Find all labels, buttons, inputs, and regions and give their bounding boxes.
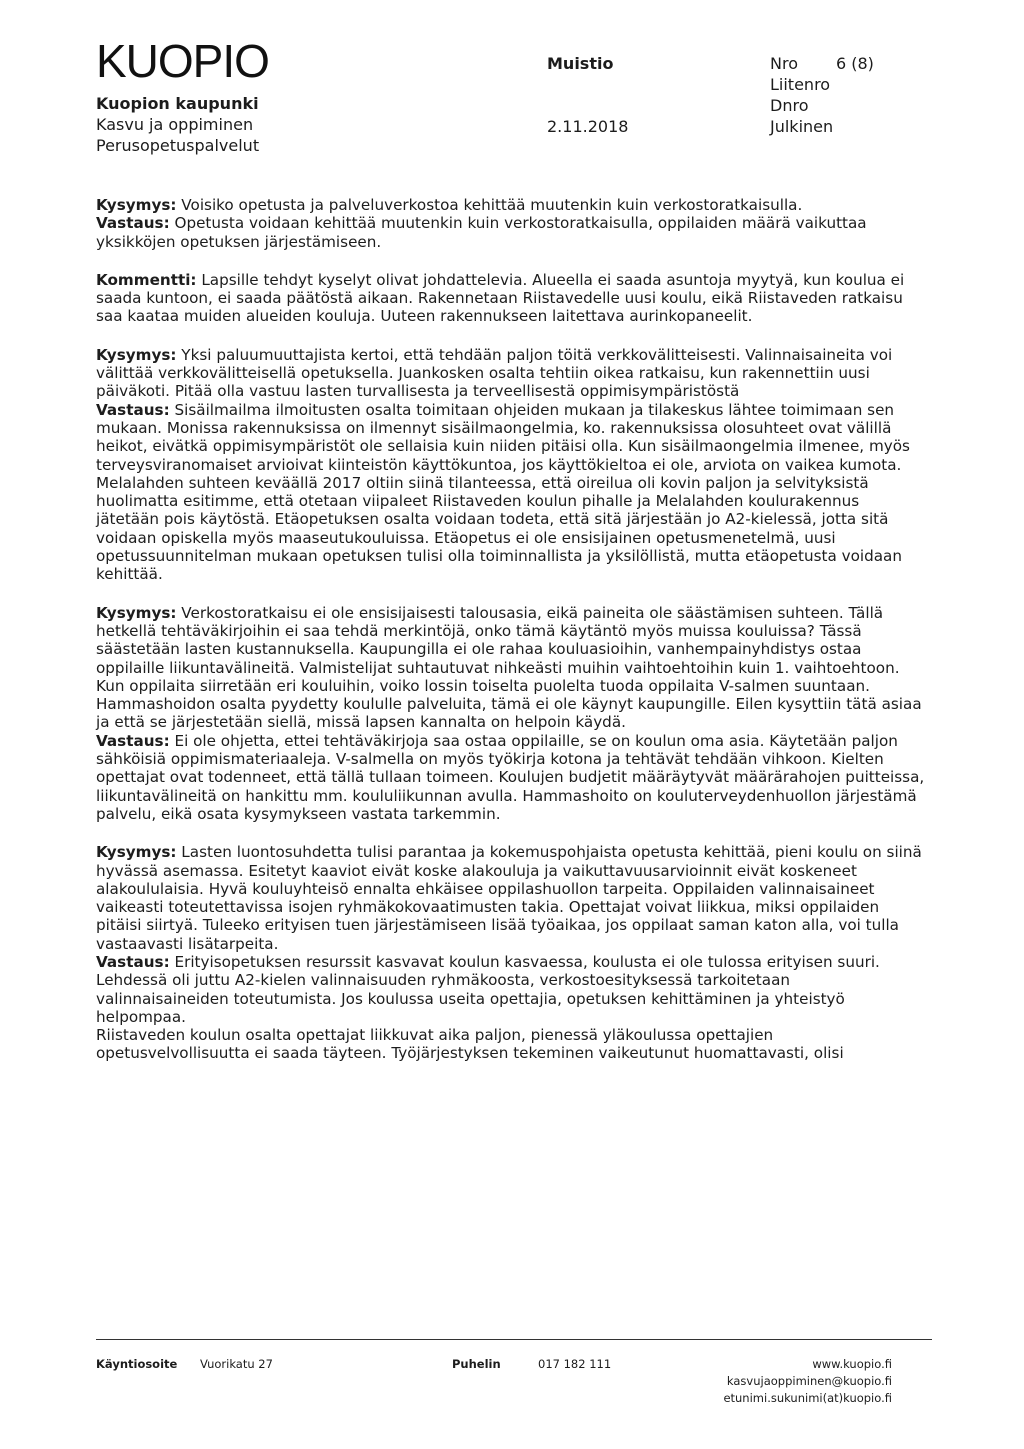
unit-name: Perusopetuspalvelut bbox=[96, 136, 260, 155]
paragraph-label: Kysymys: bbox=[96, 603, 177, 622]
publicity-status: Julkinen bbox=[770, 117, 834, 136]
doc-date: 2.11.2018 bbox=[547, 117, 629, 136]
memo-block bbox=[96, 604, 926, 824]
liitenro-label: Liitenro bbox=[770, 75, 831, 94]
memo-paragraph bbox=[96, 214, 926, 251]
footer-address: Vuorikatu 27 bbox=[200, 1357, 273, 1371]
memo-block bbox=[96, 346, 926, 584]
memo-paragraph bbox=[96, 271, 926, 326]
footer-email-format: etunimi.sukunimi(at)kuopio.fi bbox=[723, 1391, 892, 1405]
paragraph-text: Erityisopetuksen resurssit kasvavat koulun kasvaessa, koulusta ei ole tulossa erityisen suuri. Lehdessä oli juttu A2-kielen valinnaisuuden ryhmäkoosta, verkostoesityksessä tarkoitetaan valinnaisaineiden toteutumista. Jos koulussa useita opettajia, opetuksen kehittäminen ja yhteistyö helpompaa. bbox=[96, 952, 880, 1026]
memo-paragraph bbox=[96, 1026, 926, 1063]
paragraph-label: Vastaus: bbox=[96, 400, 170, 419]
footer-phone-label: Puhelin bbox=[452, 1357, 501, 1371]
paragraph-label: Kysymys: bbox=[96, 843, 177, 862]
paragraph-text: Verkostoratkaisu ei ole ensisijaisesti talousasia, eikä paineita ole säästämisen suhteen. Tällä hetkellä tehtäväkirjoihin ei saa tehdä merkintöjä, onko tämä käytäntö myös muissa kouluissa? Tässä säästetään lasten kustannuksella. Kaupungilla ei ole rahaa kouluasioihin, vanhempainyhdistys ostaa oppilaille liikuntavälineitä. Valmistelijat suhtautuvat nihkeästi muihin vaihtoehtoihin kuin 1. vaihtoehtoon. Kun oppilaita siirretään eri kouluihin, voiko lossin toiselta puolelta tuoda oppilaita V-salmen suuntaan. Hammashoidon osalta pyydetty koululle palveluita, tämä ei ole käynyt kaupungille. Eilen kysyttiin tätä asiaa ja että se järjestetään siellä, missä lapsen kannalta on helpoin käydä. bbox=[96, 603, 922, 732]
paragraph-text: Yksi paluumuuttajista kertoi, että tehdään paljon töitä verkkovälitteisesti. Valinnaisaineita voi välittää verkkovälitteisellä opetuksella. Juankosken osalta tehtiin oikea ratkaisu, kun rakennettiin uusi päiväkoti. Pitää olla vastuu lasten turvallisesta ja terveellisestä oppimisympäristöstä bbox=[96, 345, 893, 401]
paragraph-text: Opetusta voidaan kehittää muutenkin kuin verkostoratkaisulla, oppilaiden määrä vaikuttaa yksikköjen opetuksen järjestämiseen. bbox=[96, 214, 867, 251]
paragraph-text: Voisiko opetusta ja palveluverkostoa kehittää muutenkin kuin verkostoratkaisulla. bbox=[176, 196, 803, 214]
paragraph-text: Lapsille tehdyt kyselyt olivat johdattelevia. Alueella ei saada asuntoja myytyä, kun koulua ei saada kuntoon, ei saada päätöstä aikaan. Rakennetaan Riistavedelle uusi koulu, eikä Riistaveden ratkaisu saa kaataa muiden alueiden kouluja. Uuteen rakennukseen laitettava aurinkopaneelit. bbox=[96, 270, 905, 326]
paragraph-text: Lasten luontosuhdetta tulisi parantaa ja kokemuspohjaista opetusta kehittää, pieni koulu on siinä hyvässä asemassa. Esitetyt kaaviot eivät koske alakouluja ja vaikuttavuusarvioinnit eivät koskeneet alakoululaisia. Hyvä kouluyhteisö ennalta ehkäisee oppilashuollon tarpeita. Oppilaiden valinnaisaineet vaikeasti toteutettavissa isojen ryhmäkokovaatimusten takia. Opettajat voivat liikkua, miksi oppilaiden pitäisi siirtyä. Tuleeko erityisen tuen järjestämiseen lisää työaikaa, jos oppilaat saman katon alla, voi tulla vastaavasti lisätarpeita. bbox=[96, 843, 922, 953]
department-name: Kasvu ja oppiminen bbox=[96, 115, 254, 134]
org-name: Kuopion kaupunki bbox=[96, 94, 259, 113]
footer-divider bbox=[96, 1339, 932, 1340]
doc-type: Muistio bbox=[547, 54, 614, 73]
paragraph-label: Kommentti: bbox=[96, 270, 197, 289]
nro-value: 6 (8) bbox=[835, 54, 874, 73]
memo-paragraph bbox=[96, 843, 926, 953]
footer-web[interactable]: www.kuopio.fi bbox=[812, 1357, 892, 1371]
memo-block bbox=[96, 843, 926, 1063]
paragraph-text: Riistaveden koulun osalta opettajat liikkuvat aika paljon, pienessä yläkoulussa opettajien opetusvelvollisuutta ei saada täyteen. Työjärjestyksen tekeminen vaikeutunut huomattavasti, olisi bbox=[96, 1026, 844, 1063]
paragraph-label: Kysymys: bbox=[96, 345, 177, 364]
footer-address-label: Käyntiosoite bbox=[96, 1357, 178, 1371]
memo-paragraph bbox=[96, 953, 926, 1026]
paragraph-label: Vastaus: bbox=[96, 214, 170, 233]
nro-row bbox=[770, 53, 874, 74]
memo-body bbox=[96, 196, 926, 1083]
memo-paragraph bbox=[96, 401, 926, 584]
memo-paragraph bbox=[96, 732, 926, 823]
paragraph-label: Kysymys: bbox=[96, 196, 177, 214]
paragraph-text: Sisäilmailma ilmoitusten osalta toimitaan ohjeiden mukaan ja tilakeskus lähtee toimimaan sen mukaan. Monissa rakennuksissa on ilmennyt sisäilmaongelmia, ko. rakennuksissa olosuhteet ovat välillä heikot, eivätkä oppimisympäristöt ole sellaisia kuin niiden pitäisi olla. Kun sisäilmaongelmia ilmenee, myös terveysviranomaiset arvioivat kiinteistön käyttökuntoa, jos käyttökieltoa ei ole, arviota on vaikea kumota. Melalahden suhteen keväällä 2017 oltiin siinä tilanteessa, että oireilua oli kovin paljon ja selvityksistä huolimatta esitimme, että otetaan viipaleet Riistaveden koulun pihalle ja Melalahden koulurakennus jätetään pois käytöstä. Etäopetuksen osalta voidaan todeta, että sitä järjestään jo A2-kielessä, jotta sitä voidaan opiskella myös maaseutukouluissa. Etäopetus ei ole ensisijainen opetusmenetelmä, uusi opetussuunnitelman mukaan opetuksen tulisi olla toiminnallista ja yksilöllistä, mutta etäopetusta voidaan kehittää. bbox=[96, 400, 910, 584]
header-document-type bbox=[547, 53, 628, 137]
memo-paragraph bbox=[96, 604, 926, 732]
footer-contacts bbox=[700, 1356, 892, 1407]
footer-phone: 017 182 111 bbox=[538, 1357, 612, 1371]
paragraph-label: Vastaus: bbox=[96, 952, 170, 971]
dnro-label: Dnro bbox=[770, 96, 809, 115]
memo-paragraph bbox=[96, 346, 926, 401]
header-organization bbox=[96, 93, 259, 156]
nro-label: Nro bbox=[770, 54, 798, 73]
header-reference bbox=[770, 53, 874, 137]
memo-paragraph bbox=[96, 196, 926, 214]
memo-block bbox=[96, 271, 926, 326]
paragraph-text: Ei ole ohjetta, ettei tehtäväkirjoja saa ostaa oppilaille, se on koulun oma asia. Käytetään paljon sähköisiä oppimismateriaaleja. V-salmella on myös työkirja kotona ja tehtävät tehdään vihkoon. Kielten opettajat ovat todenneet, että tällä tullaan toimeen. Koulujen budjetit määräytyvät määrärahojen puitteissa, liikuntavälineitä on hankittu mm. koululiikunnan avulla. Hammashoito on kouluterveydenhuollon järjestämä palvelu, eikä osata kysymykseen vastata tarkemmin. bbox=[96, 731, 925, 823]
kuopio-logo: KUOPIO bbox=[96, 35, 269, 87]
footer-email[interactable]: kasvujaoppiminen@kuopio.fi bbox=[726, 1374, 892, 1388]
memo-block bbox=[96, 196, 926, 251]
paragraph-label: Vastaus: bbox=[96, 731, 170, 750]
